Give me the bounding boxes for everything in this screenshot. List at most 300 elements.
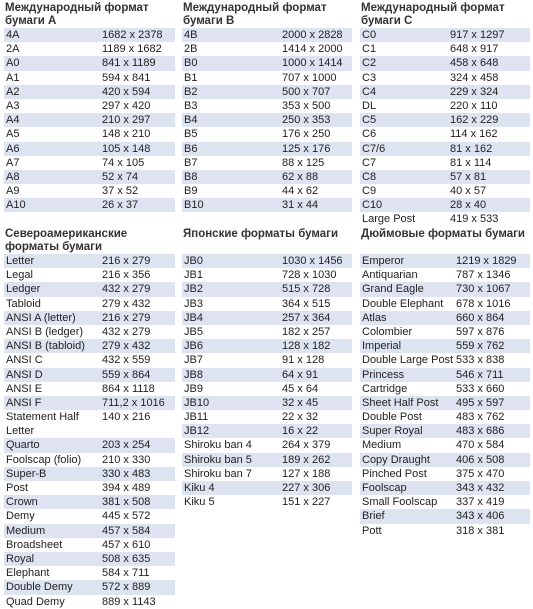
format-name: B1 [184,71,198,84]
format-size: 81 x 114 [450,156,492,169]
format-size: 330 x 483 [102,467,151,480]
format-size: 216 x 279 [102,255,151,267]
format-name: 2A [6,43,20,56]
format-name: Elephant [6,567,50,580]
format-size: 162 x 229 [450,114,499,127]
format-size: 128 x 182 [282,340,331,353]
format-name: C3 [362,71,377,84]
table-c [360,2,530,227]
format-name: Ledger [6,283,41,296]
table-row [4,566,175,580]
format-size: 597 x 876 [456,325,505,338]
format-size: 546 x 711 [456,368,504,381]
format-name: Royal [6,552,35,565]
format-size: 40 x 57 [450,185,487,198]
format-size: 432 x 559 [102,354,151,367]
table-title: Международный формат бумаги A [5,2,149,27]
table-row [182,339,352,353]
format-name: Double Post [362,411,422,424]
format-size: 483 x 762 [456,411,505,424]
format-size: 31 x 44 [282,199,319,212]
format-name: Atlas [362,311,387,324]
format-size: 375 x 470 [456,467,505,480]
table-row [182,127,352,141]
table-row [4,85,175,99]
format-name: B0 [184,57,198,70]
table-row [360,424,530,438]
table-row [182,28,352,42]
format-name: Post [6,482,29,495]
format-name: Broadsheet [6,538,63,551]
format-size: 457 x 610 [102,538,151,551]
table-title: Международный формат бумаги B [183,2,327,27]
format-name: Double Elephant [362,297,444,310]
format-size: 140 x 216 [102,411,151,424]
format-size: 81 x 162 [450,142,493,155]
format-name: Demy [6,510,35,523]
table-row [182,353,352,367]
format-size: 26 x 37 [102,199,139,212]
format-name: Pott [362,524,382,537]
table-row [360,396,530,410]
format-size: 707 x 1000 [282,71,337,84]
table-row [360,282,530,296]
table-row [4,453,175,467]
format-size: 189 x 262 [282,453,331,466]
format-size: 105 x 148 [102,142,151,155]
table-row [182,85,352,99]
table-row [4,580,175,594]
table-row [182,142,352,156]
format-size: 1189 x 1682 [102,43,162,56]
table-row [4,538,175,552]
format-name: Shiroku ban 7 [184,467,252,480]
table-row [182,113,352,127]
table-japanese [182,228,352,509]
format-size: 45 x 64 [282,382,319,395]
table-row [4,42,175,56]
format-name: C7/6 [362,142,386,155]
format-name: ANSI A (letter) [6,311,76,324]
format-size: 32 x 45 [282,396,319,409]
format-size: 44 x 62 [282,185,319,198]
format-size: 470 x 584 [456,439,505,452]
format-name: Cartridge [362,382,408,395]
format-size: 151 x 227 [282,496,331,509]
format-name: B9 [184,185,198,198]
format-name: A5 [6,128,20,141]
format-size: 297 x 420 [102,99,151,112]
table-row [360,184,530,198]
format-name: Super Royal [362,425,423,438]
table-row [4,467,175,481]
format-size: 457 x 584 [102,524,151,537]
format-size: 88 x 125 [282,156,325,169]
table-row [360,212,530,226]
table-b [182,2,352,212]
format-name: JB10 [184,396,210,409]
format-size: 74 x 105 [102,156,145,169]
format-name: A8 [6,170,20,183]
format-name: C8 [362,170,377,183]
format-size: 864 x 1118 [102,382,155,395]
format-size: 508 x 635 [102,552,151,565]
format-size: 432 x 279 [102,283,151,296]
format-size: 1219 x 1829 [456,255,517,267]
format-size: 364 x 515 [282,297,331,310]
format-size: 889 x 1143 [102,595,156,608]
format-size: 62 x 88 [282,170,319,183]
format-size: 353 x 500 [282,99,331,112]
table-row [360,481,530,495]
table-a [4,2,175,212]
format-name: B6 [184,142,198,155]
table-row [360,509,530,523]
table-row [360,524,530,538]
table-row [4,198,175,212]
format-name: Crown [6,496,38,509]
table-row [360,467,530,481]
format-name: Pinched Post [362,467,427,480]
format-name: Legal [6,269,33,282]
format-name: Super-B [6,467,47,480]
table-row [182,467,352,481]
format-name: C0 [362,29,377,41]
format-name: A10 [6,199,26,212]
format-size: 660 x 864 [456,311,505,324]
format-size: 841 x 1189 [102,57,156,70]
format-size: 250 x 353 [282,114,331,127]
format-size: 127 x 188 [282,467,331,480]
format-name: JB6 [184,340,203,353]
format-size: 337 x 419 [456,496,505,509]
format-size: 343 x 432 [456,482,505,494]
format-name: Medium [362,439,402,452]
format-size: 420 x 594 [102,85,151,98]
table-title: Международный формат бумаги C [361,2,505,27]
table-row [360,142,530,156]
format-name: JB2 [184,283,203,296]
table-row [4,552,175,566]
table-body [182,28,352,212]
table-body [360,254,530,538]
table-row [182,368,352,382]
format-name: JB8 [184,368,203,381]
table-title: Дюймовые форматы бумаги [361,228,525,240]
table-row [182,170,352,184]
format-size: 483 x 686 [456,425,505,438]
format-size: 1030 x 1456 [282,255,343,267]
format-name: ANSI B (ledger) [6,325,84,338]
format-size: 445 x 572 [102,510,151,523]
table-body [4,254,175,609]
format-size: 730 x 1067 [456,283,511,296]
format-name: C7 [362,156,377,169]
table-row [360,170,530,184]
format-name: Statement Half Letter [6,411,79,438]
format-size: 1000 x 1414 [282,57,343,70]
format-size: 458 x 648 [450,57,499,70]
table-row [4,56,175,70]
format-size: 678 x 1016 [456,297,511,310]
format-name: Imperial [362,340,402,353]
format-name: B5 [184,128,198,141]
format-size: 210 x 330 [102,453,151,466]
format-name: Copy Draught [362,453,430,466]
table-body [360,28,530,227]
format-size: 279 x 432 [102,297,151,310]
format-name: DL [362,99,377,112]
format-name: Grand Eagle [362,283,424,296]
format-name: ANSI C [6,354,43,367]
format-size: 381 x 508 [102,496,151,509]
format-name: Double Large Post [362,354,454,367]
format-name: Tabloid [6,297,41,310]
table-row [4,282,175,296]
format-name: C5 [362,114,377,127]
format-name: 2B [184,43,198,56]
format-name: C10 [362,199,383,212]
table-row [360,85,530,99]
format-name: Sheet Half Post [362,396,439,409]
table-row [360,353,530,367]
table-row [182,438,352,452]
format-size: 125 x 176 [282,142,331,155]
format-size: 279 x 432 [102,340,151,353]
format-name: JB7 [184,354,203,367]
table-row [4,595,175,609]
format-size: 432 x 279 [102,325,151,338]
format-size: 584 x 711 [102,567,150,580]
format-size: 394 x 489 [102,482,151,495]
table-row [4,524,175,538]
table-row [182,382,352,396]
format-name: B4 [184,114,198,127]
table-row [182,410,352,424]
format-size: 728 x 1030 [282,269,337,282]
format-name: Quarto [6,439,40,452]
format-name: JB5 [184,325,203,338]
format-name: ANSI E [6,382,43,395]
format-size: 52 x 74 [102,170,139,183]
format-size: 648 x 917 [450,43,499,56]
table-title: Японские форматы бумаги [183,228,339,240]
format-name: Emperor [362,255,405,267]
format-size: 64 x 91 [282,368,319,381]
format-name: B2 [184,85,198,98]
format-name: JB0 [184,255,203,267]
format-size: 114 x 162 [450,128,498,141]
format-size: 515 x 728 [282,283,331,296]
format-size: 343 x 406 [456,510,505,523]
table-row [182,311,352,325]
table-row [360,410,530,424]
table-row [182,495,352,509]
format-name: JB3 [184,297,203,310]
format-name: Foolscap (folio) [6,453,82,466]
table-row [182,184,352,198]
format-name: Kiku 5 [184,496,215,509]
format-size: 917 x 1297 [450,29,505,41]
format-name: B10 [184,199,204,212]
format-size: 182 x 257 [282,325,331,338]
format-name: Quad Demy [6,595,65,608]
format-name: JB1 [184,269,203,282]
format-size: 318 x 381 [456,524,505,537]
table-row [4,184,175,198]
table-row [4,438,175,452]
table-row [4,495,175,509]
table-row [360,495,530,509]
format-size: 229 x 324 [450,85,499,98]
format-size: 533 x 838 [456,354,505,367]
table-row [182,268,352,282]
format-name: Shiroku ban 4 [184,439,252,452]
table-row [182,481,352,495]
format-size: 210 x 297 [102,114,151,127]
format-name: Letter [6,255,35,267]
format-size: 324 x 458 [450,71,499,84]
format-name: C4 [362,85,377,98]
table-row [4,127,175,141]
table-row [360,42,530,56]
table-inch [360,228,530,538]
table-row [182,99,352,113]
table-row [4,311,175,325]
format-size: 37 x 52 [102,185,139,198]
table-body [182,254,352,509]
table-row [360,28,530,42]
format-size: 533 x 660 [456,382,505,395]
format-name: 4B [184,29,198,41]
format-size: 711,2 x 1016 [102,396,165,409]
table-row [360,254,530,268]
format-name: C6 [362,128,377,141]
format-name: 4A [6,29,20,41]
format-size: 419 x 533 [450,213,499,226]
format-size: 148 x 210 [102,128,151,141]
table-row [4,268,175,282]
format-name: Double Demy [6,581,73,594]
table-row [4,99,175,113]
format-name: C2 [362,57,377,70]
format-name: A3 [6,99,20,112]
format-name: ANSI D [6,368,43,381]
format-size: 500 x 707 [282,85,331,98]
table-row [360,382,530,396]
format-name: A4 [6,114,20,127]
table-row [360,339,530,353]
format-name: Large Post [362,213,416,226]
table-row [182,297,352,311]
format-size: 57 x 81 [450,170,487,183]
table-row [182,198,352,212]
table-row [360,99,530,113]
format-size: 216 x 356 [102,269,151,282]
format-name: B8 [184,170,198,183]
format-name: ANSI B (tabloid) [6,340,85,353]
format-size: 594 x 841 [102,71,151,84]
table-row [360,113,530,127]
format-name: C1 [362,43,377,56]
format-size: 787 x 1346 [456,269,511,282]
table-row [360,368,530,382]
table-row [4,297,175,311]
table-row [360,198,530,212]
table-row [182,42,352,56]
format-name: Brief [362,510,385,523]
format-name: JB11 [184,411,209,424]
table-row [360,156,530,170]
format-size: 559 x 762 [456,340,505,353]
table-row [182,396,352,410]
table-row [4,71,175,85]
format-name: JB9 [184,382,203,395]
table-row [4,509,175,523]
format-size: 2000 x 2828 [282,29,343,41]
table-row [4,156,175,170]
format-size: 1682 x 2378 [102,29,163,41]
table-title: Североамериканские форматы бумаги [5,228,128,253]
table-row [4,410,175,438]
format-size: 22 x 32 [282,411,319,424]
format-name: A7 [6,156,20,169]
format-size: 28 x 40 [450,199,487,212]
table-row [4,142,175,156]
table-row [4,382,175,396]
format-name: B7 [184,156,198,169]
format-name: A2 [6,85,20,98]
format-name: B3 [184,99,198,112]
table-row [360,438,530,452]
table-row [4,113,175,127]
table-body [4,28,175,212]
table-row [360,71,530,85]
format-size: 16 x 22 [282,425,319,438]
table-north-america [4,228,175,609]
format-size: 572 x 889 [102,581,151,594]
table-row [182,424,352,438]
format-name: JB12 [184,425,210,438]
table-row [182,254,352,268]
table-row [4,368,175,382]
format-name: A0 [6,57,20,70]
table-row [4,339,175,353]
format-name: Princess [362,368,405,381]
format-size: 257 x 364 [282,311,331,324]
table-row [182,56,352,70]
format-name: Antiquarian [362,269,418,282]
table-row [182,453,352,467]
format-name: Medium [6,524,46,537]
format-name: Foolscap [362,482,407,494]
format-name: ANSI F [6,396,42,409]
table-row [360,268,530,282]
format-name: Small Foolscap [362,496,438,509]
format-name: JB4 [184,311,203,324]
format-size: 1414 x 2000 [282,43,343,56]
format-name: A9 [6,185,20,198]
table-row [182,325,352,339]
table-row [360,453,530,467]
format-size: 495 x 597 [456,396,505,409]
table-row [4,353,175,367]
table-row [360,311,530,325]
format-size: 176 x 250 [282,128,331,141]
format-name: C9 [362,185,377,198]
table-row [4,396,175,410]
format-size: 227 x 306 [282,482,331,494]
